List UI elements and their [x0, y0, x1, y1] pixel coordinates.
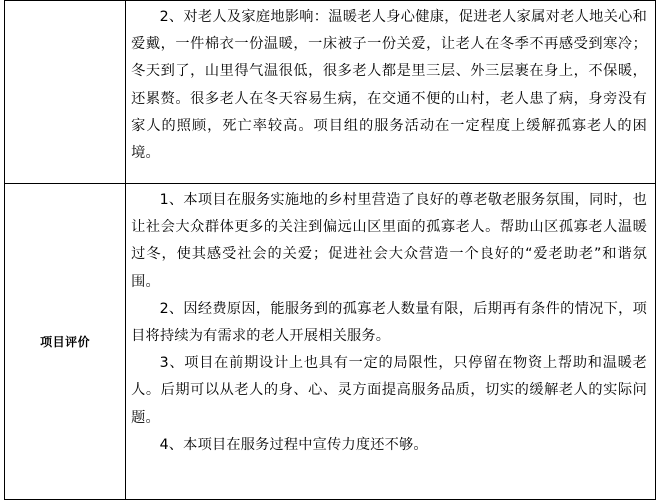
paragraph-impact-on-elderly: 2、对老人及家庭地影响：温暖老人身心健康，促进老人家属对老人地关心和爱戴，一件棉衣一份温暖，一床被子一份关爱，让老人在冬季不再感受到寒冷；冬天到了，山里得气温很低，很多老人都是里三层、外三层裹在身上，不保暖，还累赘。很多老人在冬天容易生病，在交通不便的山村，老人患了病，身旁没有家人的照顾，死亡率较高。项目组的服务活动在一定程度上缓解孤寡老人的困境。: [131, 9, 647, 162]
table-row-evaluation: [5, 184, 656, 500]
paragraph-evaluation-1: 1、本项目在服务实施地的乡村里营造了良好的尊老敬老服务氛围，同时，也让社会大众群体更多的关注到偏远山区里面的孤寡老人。帮助山区孤寡老人温暖过冬，使其感受社会的关爱；促进社会大众营造一个良好的“爱老助老”和谐氛围。: [131, 192, 647, 290]
paragraph-evaluation-4: 4、本项目在服务过程中宣传力度还不够。: [159, 436, 428, 453]
document-table: [4, 0, 656, 500]
paragraph-evaluation-2: 2、因经费原因，能服务到的孤寡老人数量有限，后期再有条件的情况下，项目将持续为有需求的老人开展相关服务。: [131, 300, 647, 345]
paragraph-evaluation-3: 3、项目在前期设计上也具有一定的局限性，只停留在物资上帮助和温暖老人。后期可以从老人的身、心、灵方面提高服务品质，切实的缓解老人的实际问题。: [131, 355, 647, 426]
impact-text-cell: [126, 1, 656, 184]
table-row-impact: [5, 1, 656, 184]
row-label-empty: [5, 1, 126, 184]
row-label-project-evaluation: 项目评价: [5, 184, 126, 500]
evaluation-text-cell: [126, 184, 656, 500]
